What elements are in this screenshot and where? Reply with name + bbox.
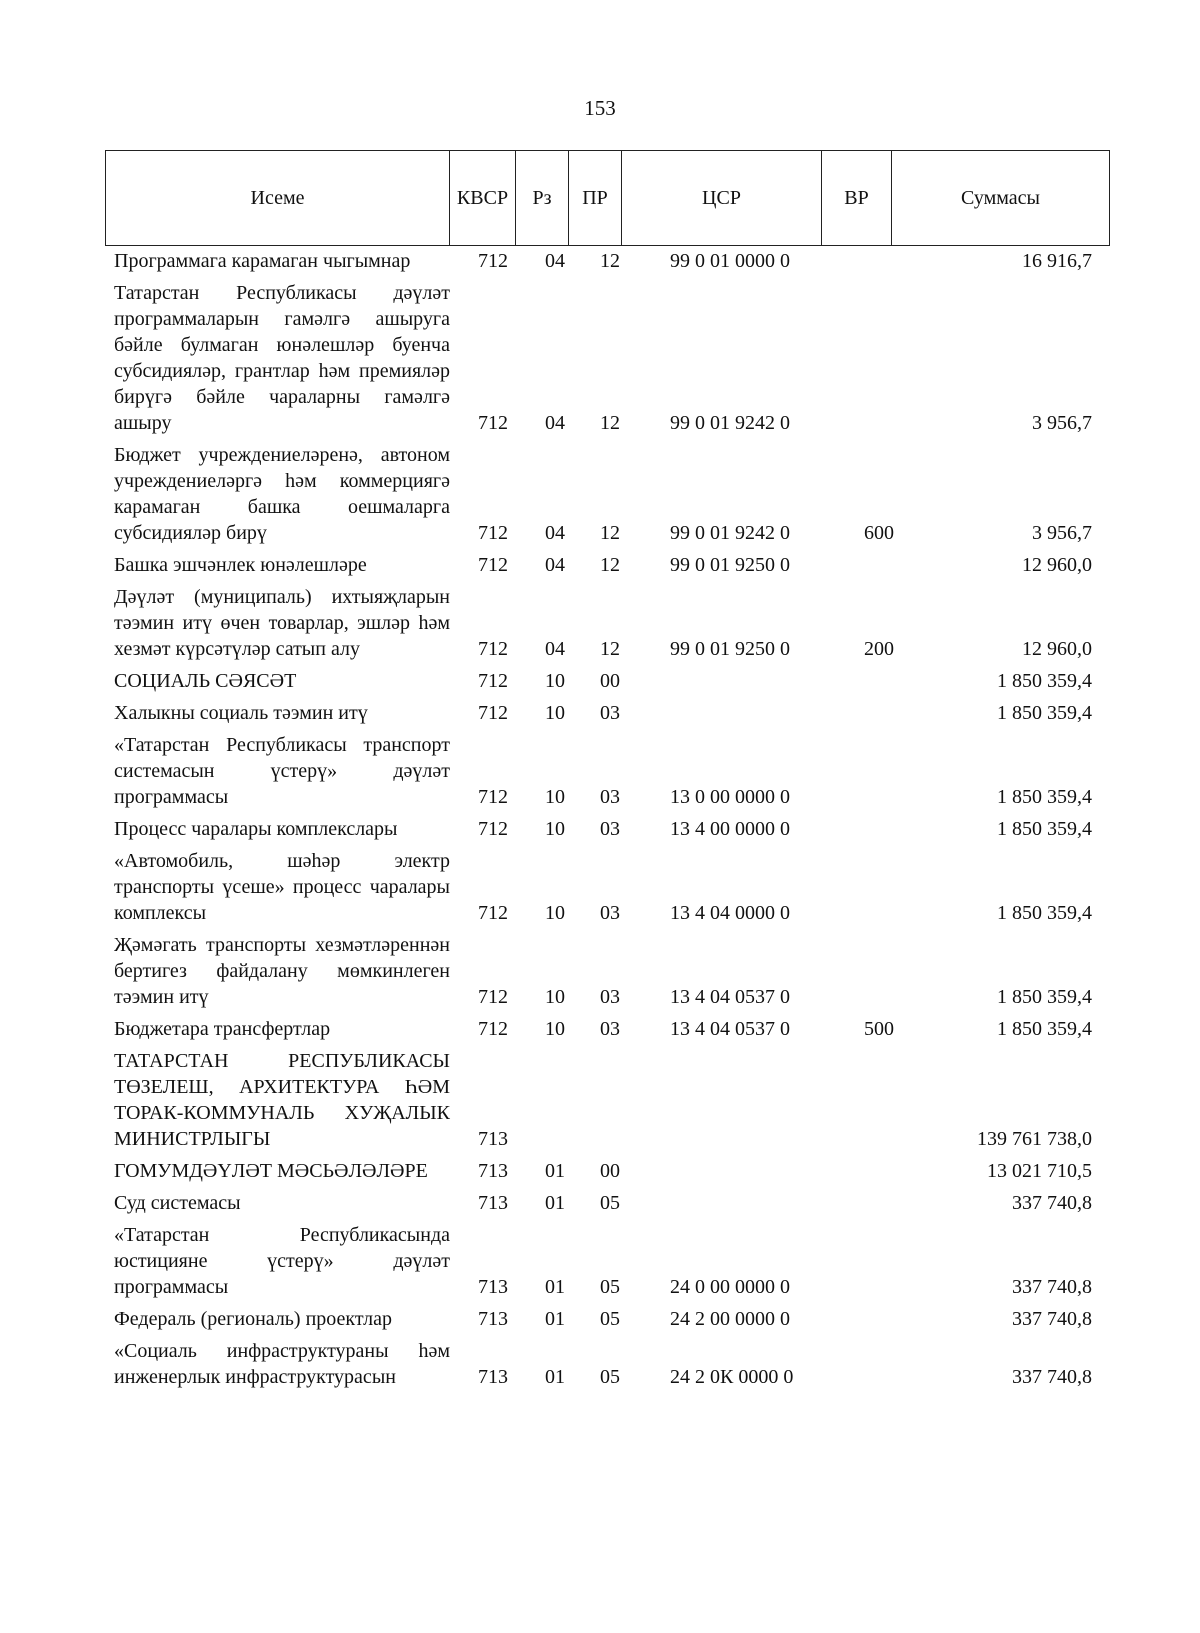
- row-name: ГОМУМДӘҮЛӘТ МӘСЬӘЛӘЛӘРЕ: [114, 1160, 428, 1182]
- row-pr: 03: [600, 818, 620, 840]
- row-pr: 03: [600, 986, 620, 1008]
- row-vr: 200: [864, 638, 894, 660]
- row-sum: 1 850 359,4: [997, 818, 1092, 840]
- row-rz: 01: [545, 1366, 565, 1388]
- row-pr: 05: [600, 1366, 620, 1388]
- table-row: [0, 1338, 1200, 1390]
- row-rz: 10: [545, 670, 565, 692]
- header-pr: ПР: [569, 151, 622, 245]
- row-csr: 99 0 01 9250 0: [670, 554, 790, 576]
- row-pr: 12: [600, 638, 620, 660]
- page-number: 153: [584, 96, 616, 120]
- row-sum: 337 740,8: [1012, 1366, 1092, 1388]
- row-name: Процесс чаралары комплекслары: [114, 818, 398, 840]
- row-pr: 12: [600, 412, 620, 434]
- row-rz: 10: [545, 986, 565, 1008]
- row-sum: 3 956,7: [1032, 412, 1092, 434]
- row-sum: 12 960,0: [1022, 554, 1092, 576]
- row-pr: 12: [600, 522, 620, 544]
- table-row: [0, 248, 1200, 274]
- row-kvsr: 713: [478, 1308, 508, 1330]
- row-kvsr: 713: [478, 1366, 508, 1388]
- table-row: [0, 280, 1200, 436]
- row-pr: 12: [600, 554, 620, 576]
- table-row: [0, 1306, 1200, 1332]
- row-pr: 12: [600, 250, 620, 272]
- header-csr: ЦСР: [622, 151, 822, 245]
- row-csr: 99 0 01 0000 0: [670, 250, 790, 272]
- table-row: [0, 1222, 1200, 1300]
- row-rz: 01: [545, 1276, 565, 1298]
- row-rz: 04: [545, 638, 565, 660]
- row-sum: 337 740,8: [1012, 1276, 1092, 1298]
- row-pr: 03: [600, 1018, 620, 1040]
- row-sum: 1 850 359,4: [997, 1018, 1092, 1040]
- header-rz: Рз: [516, 151, 569, 245]
- row-csr: 13 4 04 0000 0: [670, 902, 790, 924]
- row-kvsr: 712: [478, 902, 508, 924]
- row-vr: 600: [864, 522, 894, 544]
- table-row: [0, 848, 1200, 926]
- row-name: Бюджет учреждениеләренә, автоном учреждениеләргә һәм коммерциягә карамаган башка оешмаларга субсидияләр бирү: [114, 444, 450, 544]
- row-csr: 99 0 01 9250 0: [670, 638, 790, 660]
- row-name: Бюджетара трансфертлар: [114, 1018, 331, 1040]
- header-kvsr: КВСР: [450, 151, 516, 245]
- row-csr: 99 0 01 9242 0: [670, 412, 790, 434]
- row-csr: 24 2 00 0000 0: [670, 1308, 790, 1330]
- row-name: «Татарстан Республикасында юстицияне үстерү» дәүләт программасы: [114, 1224, 450, 1298]
- row-pr: 03: [600, 786, 620, 808]
- row-pr: 00: [600, 670, 620, 692]
- row-name: Җәмәгать транспорты хезмәтләреннән бертигез файдалану мөмкинлеген тәэмин итү: [114, 934, 450, 1008]
- row-kvsr: 712: [478, 250, 508, 272]
- table-body: [0, 248, 1200, 1396]
- table-row: [0, 1190, 1200, 1216]
- row-name: «Социаль инфраструктураны һәм инженерлык инфраструктурасын: [114, 1340, 450, 1388]
- table-row: [0, 932, 1200, 1010]
- header-sum: Суммасы: [961, 186, 1040, 209]
- row-name: Дәүләт (муниципаль) ихтыяҗларын тәэмин итү өчен товарлар, эшләр һәм хезмәт күрсәтүләр сатып алу: [114, 586, 450, 660]
- row-kvsr: 712: [478, 786, 508, 808]
- row-sum: 12 960,0: [1022, 638, 1092, 660]
- row-kvsr: 713: [478, 1276, 508, 1298]
- row-csr: 24 2 0К 0000 0: [670, 1366, 794, 1388]
- row-sum: 1 850 359,4: [997, 670, 1092, 692]
- table-row: [0, 668, 1200, 694]
- row-kvsr: 712: [478, 554, 508, 576]
- row-rz: 04: [545, 250, 565, 272]
- row-name: Башка эшчәнлек юнәлешләре: [114, 554, 367, 576]
- row-kvsr: 712: [478, 638, 508, 660]
- row-rz: 10: [545, 702, 565, 724]
- header-vr: ВР: [822, 151, 892, 245]
- table-row: [0, 732, 1200, 810]
- table-row: [0, 1158, 1200, 1184]
- row-kvsr: 712: [478, 818, 508, 840]
- row-sum: 16 916,7: [1022, 250, 1092, 272]
- table-row: [0, 584, 1200, 662]
- table-row: [0, 442, 1200, 546]
- header-name: Исеме: [106, 151, 450, 245]
- row-sum: 1 850 359,4: [997, 902, 1092, 924]
- table-row: [0, 700, 1200, 726]
- row-pr: 00: [600, 1160, 620, 1182]
- row-rz: 10: [545, 1018, 565, 1040]
- row-name: Татарстан Республикасы дәүләт программаларын гамәлгә ашыруга бәйле булмаган юнәлешләр буенча субсидияләр, грантлар һәм премияләр бирүгә бәйле чараларны гамәлгә ашыру: [114, 282, 450, 434]
- row-kvsr: 712: [478, 412, 508, 434]
- row-kvsr: 712: [478, 1018, 508, 1040]
- table-header: [105, 150, 1110, 246]
- row-kvsr: 712: [478, 522, 508, 544]
- row-sum: 13 021 710,5: [987, 1160, 1092, 1182]
- row-rz: 01: [545, 1160, 565, 1182]
- table-row: [0, 552, 1200, 578]
- row-vr: 500: [864, 1018, 894, 1040]
- row-sum: 1 850 359,4: [997, 986, 1092, 1008]
- row-rz: 10: [545, 786, 565, 808]
- row-rz: 04: [545, 412, 565, 434]
- row-kvsr: 712: [478, 986, 508, 1008]
- row-rz: 04: [545, 554, 565, 576]
- row-sum: 1 850 359,4: [997, 786, 1092, 808]
- row-csr: 99 0 01 9242 0: [670, 522, 790, 544]
- row-kvsr: 712: [478, 670, 508, 692]
- row-sum: 337 740,8: [1012, 1308, 1092, 1330]
- row-sum: 1 850 359,4: [997, 702, 1092, 724]
- row-pr: 05: [600, 1192, 620, 1214]
- row-name: «Татарстан Республикасы транспорт системасын үстерү» дәүләт программасы: [114, 734, 450, 808]
- row-kvsr: 713: [478, 1128, 508, 1150]
- table-row: [0, 816, 1200, 842]
- row-kvsr: 712: [478, 702, 508, 724]
- row-sum: 3 956,7: [1032, 522, 1092, 544]
- row-pr: 05: [600, 1308, 620, 1330]
- row-name: Халыкны социаль тәэмин итү: [114, 702, 368, 724]
- row-pr: 03: [600, 702, 620, 724]
- row-rz: 04: [545, 522, 565, 544]
- row-rz: 01: [545, 1308, 565, 1330]
- row-csr: 13 4 04 0537 0: [670, 986, 790, 1008]
- row-name: Федераль (региональ) проектлар: [114, 1308, 392, 1330]
- row-kvsr: 713: [478, 1192, 508, 1214]
- row-pr: 03: [600, 902, 620, 924]
- row-csr: 13 4 04 0537 0: [670, 1018, 790, 1040]
- row-csr: 24 0 00 0000 0: [670, 1276, 790, 1298]
- row-name: «Автомобиль, шәһәр электр транспорты үсеше» процесс чаралары комплексы: [114, 850, 450, 924]
- row-name: СОЦИАЛЬ СӘЯСӘТ: [114, 670, 297, 692]
- row-rz: 01: [545, 1192, 565, 1214]
- row-csr: 13 0 00 0000 0: [670, 786, 790, 808]
- row-kvsr: 713: [478, 1160, 508, 1182]
- row-name: Программага карамаган чыгымнар: [114, 250, 411, 272]
- row-sum: 337 740,8: [1012, 1192, 1092, 1214]
- row-csr: 13 4 00 0000 0: [670, 818, 790, 840]
- table-row: [0, 1048, 1200, 1152]
- row-rz: 10: [545, 902, 565, 924]
- row-rz: 10: [545, 818, 565, 840]
- row-pr: 05: [600, 1276, 620, 1298]
- row-name: Суд системасы: [114, 1192, 241, 1214]
- row-sum: 139 761 738,0: [977, 1128, 1092, 1150]
- table-row: [0, 1016, 1200, 1042]
- row-name: ТАТАРСТАН РЕСПУБЛИКАСЫ ТӨЗЕЛЕШ, АРХИТЕКТУРА ҺӘМ ТОРАК-КОММУНАЛЬ ХУҖАЛЫК МИНИСТРЛЫГЫ: [114, 1050, 450, 1150]
